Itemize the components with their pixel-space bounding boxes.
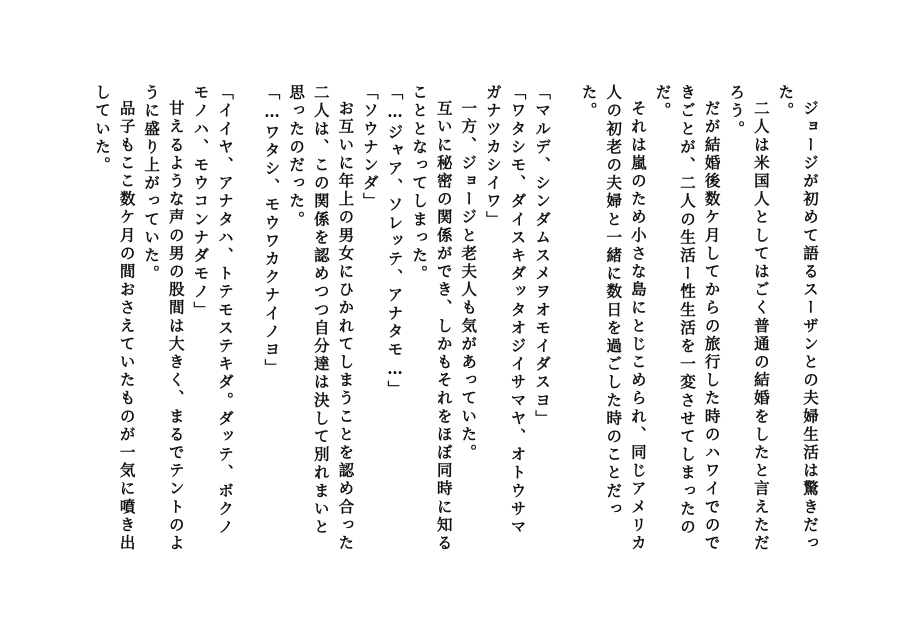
paragraph: お互いに年上の男女にひかれてしまうことを認め合った二人は、この関係を認めつつ自分達は決して別れまいと思ったのだった。 (287, 84, 356, 552)
dialogue-line: 「イイヤ、アナタハ、トテモステキダ。ダッテ、ボクノモノハ、モウコンナダモノ」 (191, 84, 235, 537)
paragraph: 互いに秘密の関係ができ、しかもそれをほぼ同時に知ることとなってしまった。 (410, 84, 454, 552)
dialogue-line: 「…ワタシ、モウワカクナイノヨ」 (262, 84, 282, 378)
paragraph: 品子もここ数ケ月の間おさえていたものが一気に噴き出していた。 (92, 84, 137, 552)
vertical-text-body (89, 84, 822, 554)
paragraph: 二人は米国人としてはごく普通の結婚をしたと言えただろう。 (727, 84, 771, 552)
dialogue-line: 「ワタシモ、ダイスキダッタオジイサマヤ、オトウサマガナツカシイワ」 (483, 84, 528, 537)
paragraph: 一方、ジョージと老夫人も気があっていた。 (459, 99, 479, 462)
paragraph: 甘えるような声の男の股間は大きく、まるでテントのように盛り上がっていた。 (142, 84, 186, 552)
paragraph: だが結婚後数ケ月してからの旅行した時のハワイでのできごとが、二人の生活ー性生活を一変させてしまったのだ。 (653, 84, 722, 552)
dialogue-line: 「マルデ、シンダムスメヲオモイダスヨ」 (533, 84, 553, 428)
dialogue-line: 「…ジャア、ソレッテ、アナタモ…」 (385, 84, 405, 399)
paragraph: ジョージが初めて語るスーザンとの夫婦生活は驚きだった。 (776, 84, 820, 552)
dialogue-line: 「ソウナンダ」 (360, 84, 380, 211)
paragraph: それは嵐のため小さな島にとじこめられ、同じアメリカ人の初老の夫婦と一緒に数日を過ごした時のことだった。 (579, 84, 648, 552)
